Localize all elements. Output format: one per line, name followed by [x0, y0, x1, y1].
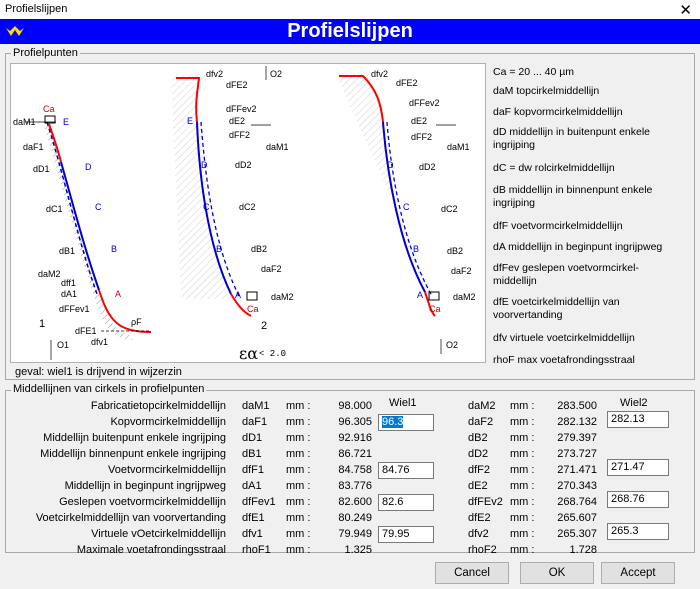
row-symbol-wiel2: dfF2	[468, 464, 491, 476]
legend-item: daF kopvormcirkelmiddellijn	[493, 106, 623, 118]
diagram-label-d2: D	[201, 160, 208, 170]
diagram-label-e2: E	[187, 116, 194, 126]
row-description: Geslepen voetvormcirkelmiddellijn	[59, 496, 226, 508]
diagram-label-dfv1: dfv1	[91, 337, 109, 347]
diagram-label-dd2: dD2	[235, 160, 252, 170]
wiel2-input-daF2[interactable]	[607, 411, 669, 428]
wiel1-input-value: 84.76	[382, 464, 410, 476]
row-value-wiel2: 282.132	[557, 416, 597, 428]
row-description: Voetcirkelmiddellijn van voorvertanding	[35, 512, 226, 524]
row-symbol-wiel1: dfv1	[242, 528, 263, 540]
diagram-label-a3: A	[417, 290, 424, 300]
row-description: Middellijn binnenpunt enkele ingrijping	[40, 448, 226, 460]
legend-item: dfv virtuele voetcirkelmiddellijn	[493, 332, 635, 344]
row-value-wiel2: 271.471	[557, 464, 597, 476]
row-symbol-wiel2: rhoF2	[468, 544, 497, 556]
diagram-label-dc2b: dC2	[441, 204, 458, 214]
row-symbol-wiel1: dfFev1	[242, 496, 276, 508]
diagram-label-dam2: daM2	[271, 292, 294, 302]
row-symbol-wiel2: dE2	[468, 480, 488, 492]
diagram-label-e: E	[63, 117, 70, 127]
row-symbol-wiel2: dfv2	[468, 528, 489, 540]
row-unit-wiel1: mm :	[286, 544, 311, 556]
row-unit-wiel1: mm :	[286, 400, 311, 412]
row-description: Middellijn in beginpunt ingrijpweg	[64, 480, 226, 492]
diagram-label-c: C	[95, 202, 102, 212]
legend-item: dfE voetcirkelmiddellijn van voorvertanding	[493, 296, 620, 321]
diagram-label-dfe1: dFE1	[75, 326, 97, 336]
row-value-wiel2: 273.727	[557, 448, 597, 460]
wiel2-input-dfFEv2[interactable]	[607, 491, 669, 508]
row-unit-wiel1: mm :	[286, 464, 311, 476]
wiel1-header: Wiel1	[389, 397, 417, 409]
row-value-wiel1: 1.325	[344, 544, 372, 556]
diagram-label-o2b: O2	[446, 340, 459, 350]
row-value-wiel2: 268.764	[557, 496, 597, 508]
diagram-label-dffev1: dFFev1	[59, 304, 90, 314]
row-unit-wiel2: mm :	[510, 480, 535, 492]
diagram-label-dff2: dFF2	[229, 130, 251, 140]
row-symbol-wiel1: dB1	[242, 448, 262, 460]
diagram-label-dam1b: daM1	[266, 142, 289, 152]
legend-item: dB middellijn in binnenpunt enkele ingrijping	[493, 184, 653, 209]
row-value-wiel1: 79.949	[338, 528, 372, 540]
diagram-label-2: 2	[261, 320, 268, 332]
row-unit-wiel2: mm :	[510, 512, 535, 524]
legend-item: dD middellijn in buitenpunt enkele ingrijping	[493, 126, 651, 151]
close-icon[interactable]: ✕	[679, 2, 692, 19]
wiel1-input-value: 82.6	[382, 496, 404, 508]
row-symbol-wiel2: dD2	[468, 448, 489, 460]
row-symbol-wiel1: daM1	[242, 400, 270, 412]
profielpunten-title: Profielpunten	[13, 47, 78, 59]
diagram-label-dam1: daM1	[13, 117, 36, 127]
diagram-label-d3: D	[387, 160, 394, 170]
row-symbol-wiel2: daM2	[468, 400, 496, 412]
diagram-label-dff2b: dFF2	[411, 132, 433, 142]
row-unit-wiel2: mm :	[510, 400, 535, 412]
row-description: Middellijn buitenpunt enkele ingrijping	[43, 432, 226, 444]
diagram-label-b: B	[111, 244, 118, 254]
diagram-label-daf2: daF2	[261, 264, 282, 274]
diagram-label-dfv2b: dfv2	[371, 69, 389, 79]
row-description: Virtuele vOetcirkelmiddellijn	[91, 528, 226, 540]
row-symbol-wiel2: daF2	[468, 416, 494, 428]
wiel1-input-dfv1[interactable]	[378, 526, 434, 543]
wiel2-input-value: 268.76	[611, 493, 645, 505]
window-title: Profielslijpen	[5, 3, 68, 15]
diagram-label-dfe2: dFE2	[226, 80, 248, 90]
legend-item: rhoF max voetafrondingsstraal	[493, 354, 635, 366]
wiel2-header: Wiel2	[620, 397, 648, 409]
row-symbol-wiel1: dfF1	[242, 464, 265, 476]
diagram-label-de2b: dE2	[411, 116, 428, 126]
row-unit-wiel1: mm :	[286, 432, 311, 444]
wiel1-input-dfF1[interactable]	[378, 462, 434, 479]
diagram-label-eps-val: < 2.0	[259, 349, 287, 359]
diagram-label-dam1c: daM1	[447, 142, 470, 152]
wiel2-input-value: 271.47	[611, 461, 645, 473]
row-value-wiel1: 84.758	[338, 464, 372, 476]
diagram-label-dc1: dC1	[46, 204, 63, 214]
diagram-label-ca: Ca	[43, 104, 55, 114]
row-unit-wiel1: mm :	[286, 416, 311, 428]
diagram-label-dfe2b: dFE2	[396, 78, 418, 88]
diagram-label-db1: dB1	[59, 246, 76, 256]
wiel2-input-value: 282.13	[611, 413, 645, 425]
diagram-label-dam2b: daM2	[453, 292, 476, 302]
row-unit-wiel2: mm :	[510, 448, 535, 460]
row-symbol-wiel2: dfFEv2	[468, 496, 503, 508]
row-value-wiel2: 270.343	[557, 480, 597, 492]
row-unit-wiel2: mm :	[510, 496, 535, 508]
diagram-label-dd1: dD1	[33, 164, 50, 174]
wiel2-input-dfF2[interactable]	[607, 459, 669, 476]
diagram-label-o1: O1	[57, 340, 70, 350]
diagram-label-ca2: Ca	[247, 304, 259, 314]
row-unit-wiel1: mm :	[286, 496, 311, 508]
diagram-label-dffev2: dFFev2	[226, 104, 257, 114]
diagram-label-a2: A	[235, 290, 242, 300]
diagram-label-dffev2b: dFFev2	[409, 98, 440, 108]
row-unit-wiel1: mm :	[286, 480, 311, 492]
wiel1-input-daF1[interactable]	[378, 414, 434, 431]
row-unit-wiel2: mm :	[510, 416, 535, 428]
wiel2-input-dfv2[interactable]	[607, 523, 669, 540]
row-value-wiel1: 86.721	[338, 448, 372, 460]
legend-item: dfFev geslepen voetvormcirkel-middellijn	[493, 262, 639, 287]
row-value-wiel1: 83.776	[338, 480, 372, 492]
diagram-label-db2b: dB2	[447, 246, 464, 256]
row-value-wiel1: 92.916	[338, 432, 372, 444]
row-symbol-wiel2: dfE2	[468, 512, 491, 524]
diagram-label-db2: dB2	[251, 244, 268, 254]
row-value-wiel1: 82.600	[338, 496, 372, 508]
diagram-label-dc2: dC2	[239, 202, 256, 212]
diagram-label-daf1: daF1	[23, 142, 44, 152]
window-titlebar	[0, 0, 700, 20]
diagram-label-a: A	[115, 289, 122, 299]
diagram-label-daf2b: daF2	[451, 266, 472, 276]
row-symbol-wiel1: dfE1	[242, 512, 265, 524]
row-value-wiel1: 98.000	[338, 400, 372, 412]
legend-item: dC = dw rolcirkelmiddellijn	[493, 162, 615, 174]
row-description: Voetvormcirkelmiddellijn	[108, 464, 226, 476]
row-symbol-wiel1: daF1	[242, 416, 268, 428]
banner-title: Profielslijpen	[287, 20, 413, 42]
row-unit-wiel1: mm :	[286, 448, 311, 460]
row-value-wiel2: 283.500	[557, 400, 597, 412]
row-unit-wiel2: mm :	[510, 544, 535, 556]
case-text: geval: wiel1 is drijvend in wijzerzin	[15, 366, 182, 378]
diagram-label-dff1: dff1	[61, 278, 76, 288]
row-unit-wiel1: mm :	[286, 512, 311, 524]
diagram-label-1: 1	[39, 318, 46, 330]
row-description: Fabricatietopcirkelmiddellijn	[90, 400, 226, 412]
legend-item: daM topcirkelmiddellijn	[493, 85, 600, 97]
row-symbol-wiel1: dD1	[242, 432, 263, 444]
legend-item: Ca = 20 ... 40 µm	[493, 66, 575, 78]
diagram-label-da1: dA1	[61, 289, 78, 299]
middellijnen-title: Middellijnen van cirkels in profielpunten	[13, 383, 205, 395]
diagram-label-dfv2: dfv2	[206, 69, 224, 79]
row-unit-wiel1: mm :	[286, 528, 311, 540]
wiel1-input-dfFev1[interactable]	[378, 494, 434, 511]
row-value-wiel2: 1.728	[569, 544, 597, 556]
diagram-label-ca3: Ca	[429, 304, 441, 314]
diagram-label-dam2a: daM2	[38, 269, 61, 279]
legend-item: dA middellijn in beginpunt ingrijpweg	[493, 241, 663, 253]
accept-button[interactable]: Accept	[601, 562, 675, 584]
diagram-label-eps: εα	[239, 344, 259, 363]
row-unit-wiel2: mm :	[510, 464, 535, 476]
row-unit-wiel2: mm :	[510, 528, 535, 540]
wiel1-input-value: 79.95	[382, 528, 410, 540]
wiel2-input-value: 265.3	[611, 525, 639, 537]
row-symbol-wiel2: dB2	[468, 432, 488, 444]
diagram-label-b2: B	[216, 244, 223, 254]
ok-button[interactable]: OK	[520, 562, 594, 584]
diagram-label-dd2b: dD2	[419, 162, 436, 172]
row-value-wiel2: 279.397	[557, 432, 597, 444]
diagram-label-de2: dE2	[229, 116, 246, 126]
diagram-label-rhof: ρF	[131, 317, 142, 327]
diagram-label-o2a: O2	[270, 69, 283, 79]
row-value-wiel2: 265.607	[557, 512, 597, 524]
diagram-label-d: D	[85, 162, 92, 172]
diagram-label-c3: C	[403, 202, 410, 212]
wiel1-input-value: 96.3	[382, 416, 404, 428]
diagram-label-b3: B	[413, 244, 420, 254]
cancel-button[interactable]: Cancel	[435, 562, 509, 584]
row-symbol-wiel1: dA1	[242, 480, 262, 492]
row-value-wiel1: 96.305	[338, 416, 372, 428]
profile-diagram	[10, 63, 486, 363]
row-unit-wiel2: mm :	[510, 432, 535, 444]
row-description: Maximale voetafrondingsstraal	[76, 544, 226, 556]
diagram-label-c2: C	[203, 202, 210, 212]
row-value-wiel1: 80.249	[338, 512, 372, 524]
row-symbol-wiel1: rhoF1	[242, 544, 271, 556]
app-banner	[0, 19, 700, 44]
row-value-wiel2: 265.307	[557, 528, 597, 540]
legend-item: dfF voetvormcirkelmiddellijn	[493, 220, 623, 232]
row-description: Kopvormcirkelmiddellijn	[110, 416, 226, 428]
